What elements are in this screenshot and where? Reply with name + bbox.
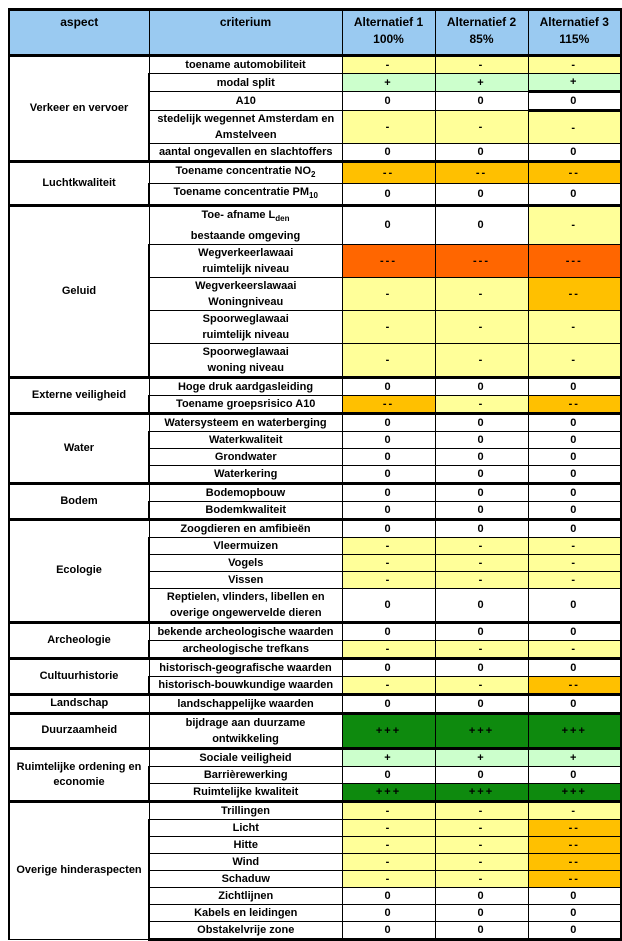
score-cell-alt2: 0 — [435, 501, 528, 519]
score-cell-alt3: 0 — [528, 431, 621, 448]
score-cell-alt1: 0 — [342, 377, 435, 395]
score-cell-alt3: + — [528, 74, 621, 92]
aspect-cell: Bodem — [9, 483, 149, 519]
score-cell-alt3: -- — [528, 277, 621, 310]
score-cell-alt2: 0 — [435, 144, 528, 162]
score-cell-alt2: - — [435, 277, 528, 310]
criterium-cell: Hitte — [149, 836, 342, 853]
table-row — [9, 162, 621, 184]
criterium-cell: Toename concentratie $NO_2$ — [149, 162, 342, 184]
score-cell-alt3: --- — [528, 244, 621, 277]
aspect-cell: Ruimtelijke ordening en economie — [9, 748, 149, 801]
score-cell-alt3: 0 — [528, 658, 621, 676]
score-cell-alt3: -- — [528, 819, 621, 836]
criterium-cell: Hoge druk aardgasleiding — [149, 377, 342, 395]
score-cell-alt1: + — [342, 74, 435, 92]
header-alternatief-3 — [528, 10, 621, 56]
score-cell-alt2: 0 — [435, 92, 528, 111]
score-cell-alt2: - — [435, 640, 528, 658]
score-cell-alt3: +++ — [528, 783, 621, 801]
header-alt1-name: Alternatief 1 — [353, 15, 424, 29]
aspect-cell: Verkeer en vervoer — [9, 56, 149, 162]
score-cell-alt2: 0 — [435, 904, 528, 921]
table-row — [9, 694, 621, 713]
table-row — [9, 622, 621, 640]
score-cell-alt2: 0 — [435, 377, 528, 395]
score-cell-alt3: 0 — [528, 766, 621, 783]
criterium-cell: Bodemopbouw — [149, 483, 342, 501]
score-cell-alt2: - — [435, 836, 528, 853]
criterium-cell: Licht — [149, 819, 342, 836]
score-cell-alt2: 0 — [435, 588, 528, 622]
score-cell-alt1: - — [342, 870, 435, 887]
score-cell-alt3: -- — [528, 162, 621, 184]
score-cell-alt1: - — [342, 537, 435, 554]
score-cell-alt1: 0 — [342, 904, 435, 921]
table-row — [9, 483, 621, 501]
score-cell-alt3: 0 — [528, 887, 621, 904]
score-cell-alt2: - — [435, 343, 528, 377]
criterium-cell: Wegverkeerlawaai ruimtelijk niveau — [149, 244, 342, 277]
criterium-cell: Toename groepsrisico A10 — [149, 395, 342, 413]
score-cell-alt2: - — [435, 853, 528, 870]
score-cell-alt2: 0 — [435, 448, 528, 465]
score-cell-alt3: 0 — [528, 622, 621, 640]
table-row — [9, 377, 621, 395]
score-cell-alt2: 0 — [435, 431, 528, 448]
score-cell-alt1: 0 — [342, 184, 435, 206]
score-cell-alt3: - — [528, 571, 621, 588]
score-cell-alt1: 0 — [342, 465, 435, 483]
score-cell-alt1: - — [342, 853, 435, 870]
criterium-cell: Waterkwaliteit — [149, 431, 342, 448]
score-cell-alt1: 0 — [342, 519, 435, 537]
table-row — [9, 748, 621, 766]
score-cell-alt1: - — [342, 676, 435, 694]
score-cell-alt3: - — [528, 56, 621, 74]
table-row — [9, 56, 621, 74]
score-cell-alt3: -- — [528, 870, 621, 887]
table-row — [9, 519, 621, 537]
score-cell-alt3: +++ — [528, 713, 621, 748]
score-cell-alt1: -- — [342, 162, 435, 184]
score-cell-alt1: 0 — [342, 887, 435, 904]
score-cell-alt3: - — [528, 111, 621, 144]
score-cell-alt1: 0 — [342, 206, 435, 244]
score-cell-alt3: - — [528, 537, 621, 554]
criterium-cell: Spoorweglawaai woning niveau — [149, 343, 342, 377]
criterium-cell: A10 — [149, 92, 342, 111]
score-cell-alt1: - — [342, 819, 435, 836]
header-alt1-pct: 100% — [373, 32, 404, 46]
score-cell-alt2: - — [435, 310, 528, 343]
score-cell-alt3: 0 — [528, 144, 621, 162]
criterium-cell: Zichtlijnen — [149, 887, 342, 904]
criterium-cell: stedelijk wegennet Amsterdam en Amstelveen — [149, 111, 342, 144]
criterium-cell: historisch-geografische waarden — [149, 658, 342, 676]
score-cell-alt2: +++ — [435, 713, 528, 748]
score-cell-alt2: - — [435, 56, 528, 74]
score-cell-alt2: - — [435, 395, 528, 413]
score-cell-alt1: +++ — [342, 783, 435, 801]
score-cell-alt1: 0 — [342, 921, 435, 939]
score-cell-alt1: 0 — [342, 766, 435, 783]
score-cell-alt2: + — [435, 74, 528, 92]
score-cell-alt1: - — [342, 310, 435, 343]
score-cell-alt1: - — [342, 640, 435, 658]
table-row — [9, 801, 621, 819]
criterium-cell: Waterkering — [149, 465, 342, 483]
score-cell-alt2: + — [435, 748, 528, 766]
score-cell-alt1: +++ — [342, 713, 435, 748]
score-cell-alt1: - — [342, 801, 435, 819]
header-alternatief-2 — [435, 10, 528, 56]
score-cell-alt1: 0 — [342, 448, 435, 465]
score-cell-alt3: 0 — [528, 184, 621, 206]
score-cell-alt3: - — [528, 310, 621, 343]
aspect-cell: Landschap — [9, 694, 149, 713]
score-cell-alt3: - — [528, 554, 621, 571]
score-cell-alt1: 0 — [342, 483, 435, 501]
score-cell-alt2: - — [435, 801, 528, 819]
score-cell-alt2: 0 — [435, 921, 528, 939]
criterium-cell: bekende archeologische waarden — [149, 622, 342, 640]
score-cell-alt1: - — [342, 571, 435, 588]
score-cell-alt1: - — [342, 56, 435, 74]
aspect-cell: Luchtkwaliteit — [9, 162, 149, 206]
score-cell-alt1: + — [342, 748, 435, 766]
criterium-cell: Toe- afname $L_{den}$ bestaande omgeving — [149, 206, 342, 244]
criterium-cell: Barrièrewerking — [149, 766, 342, 783]
score-cell-alt2: 0 — [435, 184, 528, 206]
score-cell-alt3: - — [528, 343, 621, 377]
criterium-cell: landschappelijke waarden — [149, 694, 342, 713]
score-cell-alt3: 0 — [528, 377, 621, 395]
criterium-cell: Toename concentratie $PM_{10}$ — [149, 184, 342, 206]
score-cell-alt3: + — [528, 748, 621, 766]
header-alternatief-1 — [342, 10, 435, 56]
aspect-cell: Geluid — [9, 206, 149, 377]
score-cell-alt1: 0 — [342, 622, 435, 640]
score-cell-alt2: -- — [435, 162, 528, 184]
criterium-cell: Watersysteem en waterberging — [149, 413, 342, 431]
score-cell-alt2: - — [435, 554, 528, 571]
assessment-table — [8, 8, 622, 941]
score-cell-alt2: - — [435, 111, 528, 144]
criterium-cell: Obstakelvrije zone — [149, 921, 342, 939]
aspect-cell: Overige hinderaspecten — [9, 801, 149, 939]
aspect-cell: Ecologie — [9, 519, 149, 622]
score-cell-alt2: 0 — [435, 483, 528, 501]
header-alt3-pct: 115% — [559, 32, 590, 46]
score-cell-alt2: 0 — [435, 519, 528, 537]
score-cell-alt3: 0 — [528, 92, 621, 111]
header-criterium: criterium — [149, 10, 342, 56]
table-row — [9, 206, 621, 244]
score-cell-alt2: 0 — [435, 465, 528, 483]
score-cell-alt3: 0 — [528, 448, 621, 465]
criterium-cell: archeologische trefkans — [149, 640, 342, 658]
criterium-cell: historisch-bouwkundige waarden — [149, 676, 342, 694]
criterium-cell: Zoogdieren en amfibieën — [149, 519, 342, 537]
score-cell-alt3: 0 — [528, 501, 621, 519]
score-cell-alt1: - — [342, 343, 435, 377]
score-cell-alt1: 0 — [342, 588, 435, 622]
score-cell-alt2: - — [435, 537, 528, 554]
score-cell-alt1: 0 — [342, 144, 435, 162]
score-cell-alt2: - — [435, 819, 528, 836]
score-cell-alt3: 0 — [528, 588, 621, 622]
score-cell-alt1: - — [342, 554, 435, 571]
criterium-cell: Kabels en leidingen — [149, 904, 342, 921]
table-row — [9, 658, 621, 676]
aspect-cell: Water — [9, 413, 149, 483]
score-cell-alt3: - — [528, 640, 621, 658]
score-cell-alt2: --- — [435, 244, 528, 277]
score-cell-alt3: -- — [528, 853, 621, 870]
score-cell-alt3: 0 — [528, 519, 621, 537]
criterium-cell: Bodemkwaliteit — [149, 501, 342, 519]
criterium-cell: Wind — [149, 853, 342, 870]
score-cell-alt3: 0 — [528, 694, 621, 713]
score-cell-alt3: 0 — [528, 921, 621, 939]
score-cell-alt1: -- — [342, 395, 435, 413]
score-cell-alt1: 0 — [342, 92, 435, 111]
table-row — [9, 413, 621, 431]
score-cell-alt1: 0 — [342, 501, 435, 519]
score-cell-alt2: +++ — [435, 783, 528, 801]
score-cell-alt3: 0 — [528, 413, 621, 431]
header-aspect: aspect — [9, 10, 149, 56]
header-row — [9, 10, 621, 56]
score-cell-alt2: 0 — [435, 658, 528, 676]
score-cell-alt3: 0 — [528, 904, 621, 921]
score-cell-alt3: -- — [528, 836, 621, 853]
score-cell-alt2: - — [435, 870, 528, 887]
score-cell-alt3: 0 — [528, 483, 621, 501]
score-cell-alt2: - — [435, 571, 528, 588]
score-cell-alt1: 0 — [342, 413, 435, 431]
criterium-cell: Ruimtelijke kwaliteit — [149, 783, 342, 801]
score-cell-alt3: - — [528, 801, 621, 819]
criterium-cell: modal split — [149, 74, 342, 92]
score-cell-alt1: 0 — [342, 431, 435, 448]
score-cell-alt3: -- — [528, 676, 621, 694]
criterium-cell: Wegverkeerslawaai Woningniveau — [149, 277, 342, 310]
score-cell-alt3: 0 — [528, 465, 621, 483]
criterium-cell: Grondwater — [149, 448, 342, 465]
score-cell-alt2: - — [435, 676, 528, 694]
table-row — [9, 713, 621, 748]
score-cell-alt3: -- — [528, 395, 621, 413]
score-cell-alt2: 0 — [435, 413, 528, 431]
score-cell-alt1: - — [342, 111, 435, 144]
aspect-cell: Archeologie — [9, 622, 149, 658]
score-cell-alt1: 0 — [342, 658, 435, 676]
score-cell-alt3: - — [528, 206, 621, 244]
criterium-cell: Vleermuizen — [149, 537, 342, 554]
score-cell-alt1: - — [342, 277, 435, 310]
score-cell-alt2: 0 — [435, 694, 528, 713]
criterium-cell: Trillingen — [149, 801, 342, 819]
aspect-cell: Duurzaamheid — [9, 713, 149, 748]
table-body — [9, 56, 621, 940]
header-alt2-pct: 85% — [469, 32, 494, 46]
score-cell-alt2: 0 — [435, 766, 528, 783]
criterium-cell: Schaduw — [149, 870, 342, 887]
criterium-cell: Sociale veiligheid — [149, 748, 342, 766]
score-cell-alt1: 0 — [342, 694, 435, 713]
criterium-cell: bijdrage aan duurzame ontwikkeling — [149, 713, 342, 748]
score-cell-alt2: 0 — [435, 622, 528, 640]
score-cell-alt1: - — [342, 836, 435, 853]
header-alt2-name: Alternatief 2 — [446, 15, 517, 29]
criterium-cell: Reptielen, vlinders, libellen en overige ongewervelde dieren — [149, 588, 342, 622]
score-cell-alt2: 0 — [435, 887, 528, 904]
score-cell-alt1: --- — [342, 244, 435, 277]
aspect-cell: Cultuurhistorie — [9, 658, 149, 694]
aspect-cell: Externe veiligheid — [9, 377, 149, 413]
criterium-cell: toename automobiliteit — [149, 56, 342, 74]
criterium-cell: Vissen — [149, 571, 342, 588]
criterium-cell: Spoorweglawaai ruimtelijk niveau — [149, 310, 342, 343]
score-cell-alt2: 0 — [435, 206, 528, 244]
header-alt3-name: Alternatief 3 — [539, 15, 609, 29]
table-header — [9, 10, 621, 56]
criterium-cell: aantal ongevallen en slachtoffers — [149, 144, 342, 162]
criterium-cell: Vogels — [149, 554, 342, 571]
